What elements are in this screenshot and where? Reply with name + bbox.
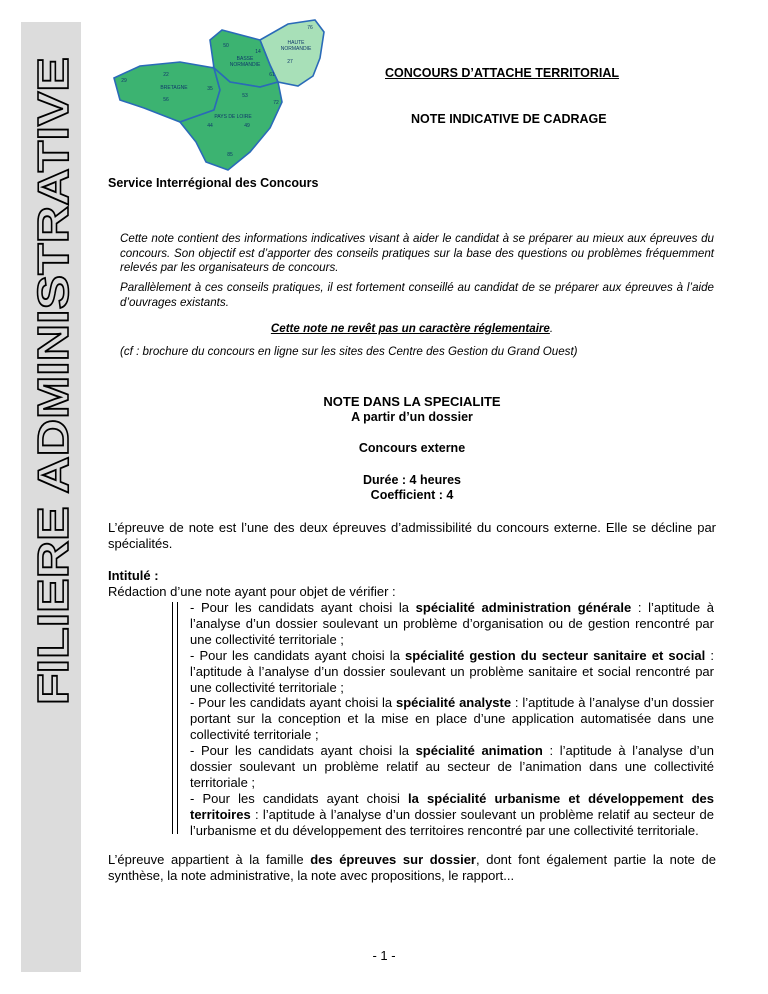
intro-paragraph-1: Cette note contient des informations indicatives visant à aider le candidat à se préparer au mieux aux épreuves du concours. Son objectif est d’apporter des conseils pratiques sur la base des questions ou problèmes fréquemment relevés par les organisateurs de concours. <box>120 232 714 274</box>
map-label: NORMANDIE <box>229 62 261 68</box>
map-label: 56 <box>163 97 169 103</box>
map-label: BRETAGNE <box>160 85 188 91</box>
disclaimer-text: Cette note ne revêt pas un caractère réglementaire <box>270 322 550 335</box>
sidebar-title: FILIERE ADMINISTRATIVE <box>29 155 78 705</box>
family-name: des épreuves sur dossier <box>310 852 476 867</box>
map-label: 53 <box>242 93 248 99</box>
map-label: 49 <box>244 123 250 129</box>
exam-coefficient: Coefficient : 4 <box>370 488 454 502</box>
redaction-text: Rédaction d’une note ayant pour objet de vérifier : <box>108 584 396 599</box>
map-label: 72 <box>273 100 279 106</box>
section-title: NOTE DANS LA SPECIALITE <box>323 394 501 409</box>
document-title: CONCOURS D’ATTACHE TERRITORIAL <box>385 66 620 80</box>
map-label: BASSE <box>236 56 254 62</box>
map-label: 14 <box>255 49 261 55</box>
specialite-name: spécialité animation <box>415 743 543 759</box>
specialite-post: : l’aptitude à l’analyse d’un dossier soulevant un problème relatif au secteur de l’animation dans une collectivité territoriale ; <box>190 743 715 790</box>
intro-paragraph-2: Parallèlement à ces conseils pratiques, il est fortement conseillé au candidat de se préparer aux épreuves à l’aide d’ouvrages existants. <box>120 281 714 309</box>
specialite-post: : l’aptitude à l’analyse d’un dossier soulevant un problème d’organisation ou de gestion rencontré par une collectivité territoriale ; <box>190 600 714 647</box>
specialite-name: spécialité analyste <box>395 695 512 711</box>
specialite-item <box>190 648 714 696</box>
specialite-name: la spécialité urbanisme et développement des territoires <box>190 790 714 822</box>
map-label: PAYS DE LOIRE <box>214 114 252 120</box>
specialite-name: spécialité gestion du secteur sanitaire et social <box>405 647 706 663</box>
sidebar-band <box>21 22 81 972</box>
specialite-post: : l’aptitude à l’analyse d’un dossier soulevant un problème relatif au secteur de l’urbanisme et du développement des territoires rencontré par une collectivité territoriale. <box>190 806 714 838</box>
specialite-pre: - Pour les candidats ayant choisi <box>190 790 409 806</box>
family-pre: L’épreuve appartient à la famille <box>108 852 311 867</box>
service-name: Service Interrégional des Concours <box>108 176 319 190</box>
page-number: - 1 - <box>372 948 396 963</box>
intitule-label: Intitulé : <box>108 568 159 583</box>
disclaimer-end: . <box>549 322 554 335</box>
map-label: 27 <box>287 59 293 65</box>
exam-description: L’épreuve de note est l’une des deux épreuves d’admissibilité du concours externe. Elle se décline par spécialités. <box>108 520 716 551</box>
concours-type: Concours externe <box>358 441 466 455</box>
brochure-reference: (cf : brochure du concours en ligne sur les sites des Centre des Gestion du Grand Ouest) <box>120 345 578 358</box>
exam-duration: Durée : 4 heures <box>363 473 461 487</box>
map-label: 85 <box>227 152 233 158</box>
section-subtitle: A partir d’un dossier <box>351 410 473 424</box>
specialite-item <box>190 600 714 648</box>
specialite-name: spécialité administration générale <box>415 600 632 615</box>
map-label: 61 <box>269 72 275 78</box>
specialite-item <box>190 695 714 743</box>
exam-family <box>108 852 716 884</box>
map-label: 44 <box>207 123 213 129</box>
specialite-pre: - Pour les candidats ayant choisi la <box>190 695 396 711</box>
family-post: , dont font également partie la note de synthèse, la note administrative, la note avec propositions, le rapport... <box>108 852 716 883</box>
specialite-pre: - Pour les candidats ayant choisi la <box>190 600 416 615</box>
map-label: NORMANDIE <box>280 46 312 52</box>
specialite-pre: - Pour les candidats ayant choisi la <box>190 743 416 759</box>
region-map <box>110 10 340 175</box>
map-label: 29 <box>121 78 127 84</box>
specialite-item <box>190 791 714 839</box>
document-subtitle: NOTE INDICATIVE DE CADRAGE <box>411 112 607 126</box>
specialite-item <box>190 743 714 791</box>
map-label: 22 <box>163 72 169 78</box>
map-label: HAUTE <box>287 40 305 46</box>
map-label: 35 <box>207 86 213 92</box>
sidebar-title-graphic <box>21 22 81 972</box>
map-label: 50 <box>223 43 229 49</box>
disclaimer <box>108 322 716 335</box>
specialite-post: : l’aptitude à l’analyse d’un dossier portant sur la conception et la mise en place d’une application automatisée dans une collectivité territoriale ; <box>190 695 715 743</box>
map-label: 76 <box>307 25 313 31</box>
specialites-list <box>190 600 714 839</box>
specialite-pre: - Pour les candidats ayant choisi la <box>190 647 406 663</box>
quote-bars <box>172 602 178 834</box>
specialite-post: : l’aptitude à l’analyse d’un dossier soulevant un problème sanitaire et social rencontré par une collectivité territoriale ; <box>190 647 714 695</box>
